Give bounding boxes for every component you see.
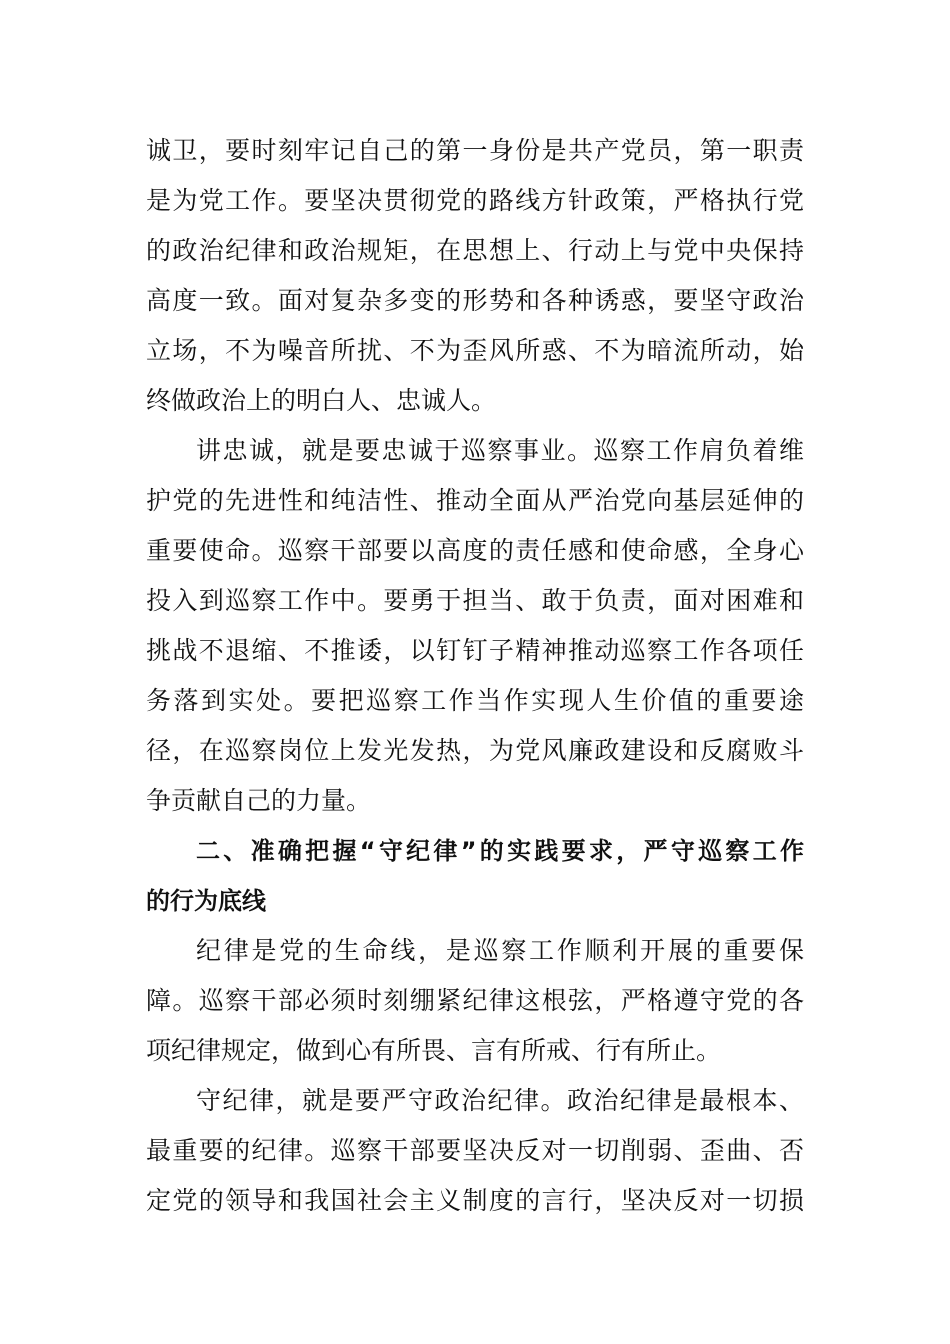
- paragraph-line: 径，在巡察岗位上发光发热，为党风廉政建设和反腐败斗: [146, 736, 804, 765]
- paragraph-line: 争贡献自己的力量。: [146, 786, 372, 815]
- paragraph-line: 高度一致。面对复杂多变的形势和各种诱惑，要坚守政治: [146, 286, 804, 315]
- paragraph-line: 务落到实处。要把巡察工作当作实现人生价值的重要途: [146, 686, 804, 715]
- document-body: [146, 126, 804, 1226]
- paragraph-line: 讲忠诚，就是要忠诚于巡察事业。巡察工作肩负着维: [196, 436, 804, 465]
- paragraph-line: 是为党工作。要坚决贯彻党的路线方针政策，严格执行党: [146, 186, 804, 215]
- paragraph-line: 的政治纪律和政治规矩，在思想上、行动上与党中央保持: [146, 236, 804, 265]
- paragraph-line: 最重要的纪律。巡察干部要坚决反对一切削弱、歪曲、否: [146, 1136, 804, 1165]
- paragraph-line: 诚卫，要时刻牢记自己的第一身份是共产党员，第一职责: [146, 136, 804, 165]
- paragraph-line: 立场，不为噪音所扰、不为歪风所惑、不为暗流所动，始: [146, 336, 804, 365]
- paragraph-line: 护党的先进性和纯洁性、推动全面从严治党向基层延伸的: [146, 486, 804, 515]
- paragraph-line: 纪律是党的生命线，是巡察工作顺利开展的重要保: [196, 936, 804, 965]
- section-heading-line: 二、准确把握“守纪律”的实践要求，严守巡察工作: [196, 837, 804, 865]
- paragraph-line: 定党的领导和我国社会主义制度的言行，坚决反对一切损: [146, 1186, 804, 1215]
- paragraph-line: 终做政治上的明白人、忠诚人。: [146, 386, 497, 415]
- paragraph-line: 重要使命。巡察干部要以高度的责任感和使命感，全身心: [146, 536, 804, 565]
- paragraph-line: 障。巡察干部必须时刻绷紧纪律这根弦，严格遵守党的各: [146, 986, 804, 1015]
- paragraph-line: 守纪律，就是要严守政治纪律。政治纪律是最根本、: [196, 1086, 804, 1115]
- paragraph-line: 挑战不退缩、不推诿，以钉钉子精神推动巡察工作各项任: [146, 636, 804, 665]
- section-heading-line: 的行为底线: [146, 887, 266, 915]
- paragraph-line: 项纪律规定，做到心有所畏、言有所戒、行有所止。: [146, 1036, 722, 1065]
- paragraph-line: 投入到巡察工作中。要勇于担当、敢于负责，面对困难和: [146, 586, 804, 615]
